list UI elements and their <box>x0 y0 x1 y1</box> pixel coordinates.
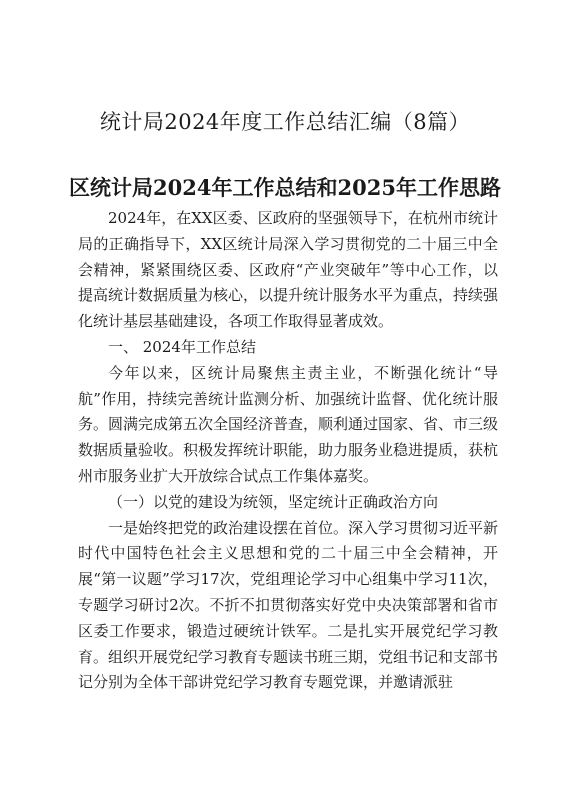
document-title: 统计局2024年度工作总结汇编（8篇） <box>99 110 471 134</box>
subheading-party-building: （一）以党的建设为统领，坚定统计正确政治方向 <box>108 492 439 511</box>
document-body <box>78 206 498 696</box>
paragraph-party-building: 一是始终把党的政治建设摆在首位。深入学习贯彻习近平新时代中国特色社会主义思想和党的二十届三中全会精神，开展“第一议题”学习17次，党组理论学习中心组集中学习11次，专题学习研讨2次。不折不扣贯彻落实好党中央决策部署和省市区委工作要求，锻造过硬统计铁军。二是扎实开展党纪学习教育。组织开展党纪学习教育专题读书班三期，党组书记和支部书记分别为全体干部讲党纪学习教育专题党课，并邀请派驻 <box>78 518 499 692</box>
heading-summary: 一、 2024年工作总结 <box>108 337 256 356</box>
paragraph-overview: 今年以来，区统计局聚焦主责主业，不断强化统计“导航”作用，持续完善统计监测分析、加强统计监督、优化统计服务。圆满完成第五次全国经济普查，顺利通过国家、省、市三级数据质量验收。积极发挥统计职能，助力服务业稳进提质，获杭州市服务业扩大开放综合试点工作集体嘉奖。 <box>78 363 499 485</box>
paragraph-intro: 2024年，在XX区委、区政府的坚强领导下，在杭州市统计局的正确指导下，XX区统计局深入学习贯彻党的二十届三中全会精神，紧紧围绕区委、区政府“产业突破年”等中心工作，以提高统计数据质量为核心，以提升统计服务水平为重点，持续强化统计基层基础建设，各项工作取得显著成效。 <box>78 209 499 331</box>
section-title: 区统计局2024年工作总结和2025年工作思路 <box>69 175 501 200</box>
